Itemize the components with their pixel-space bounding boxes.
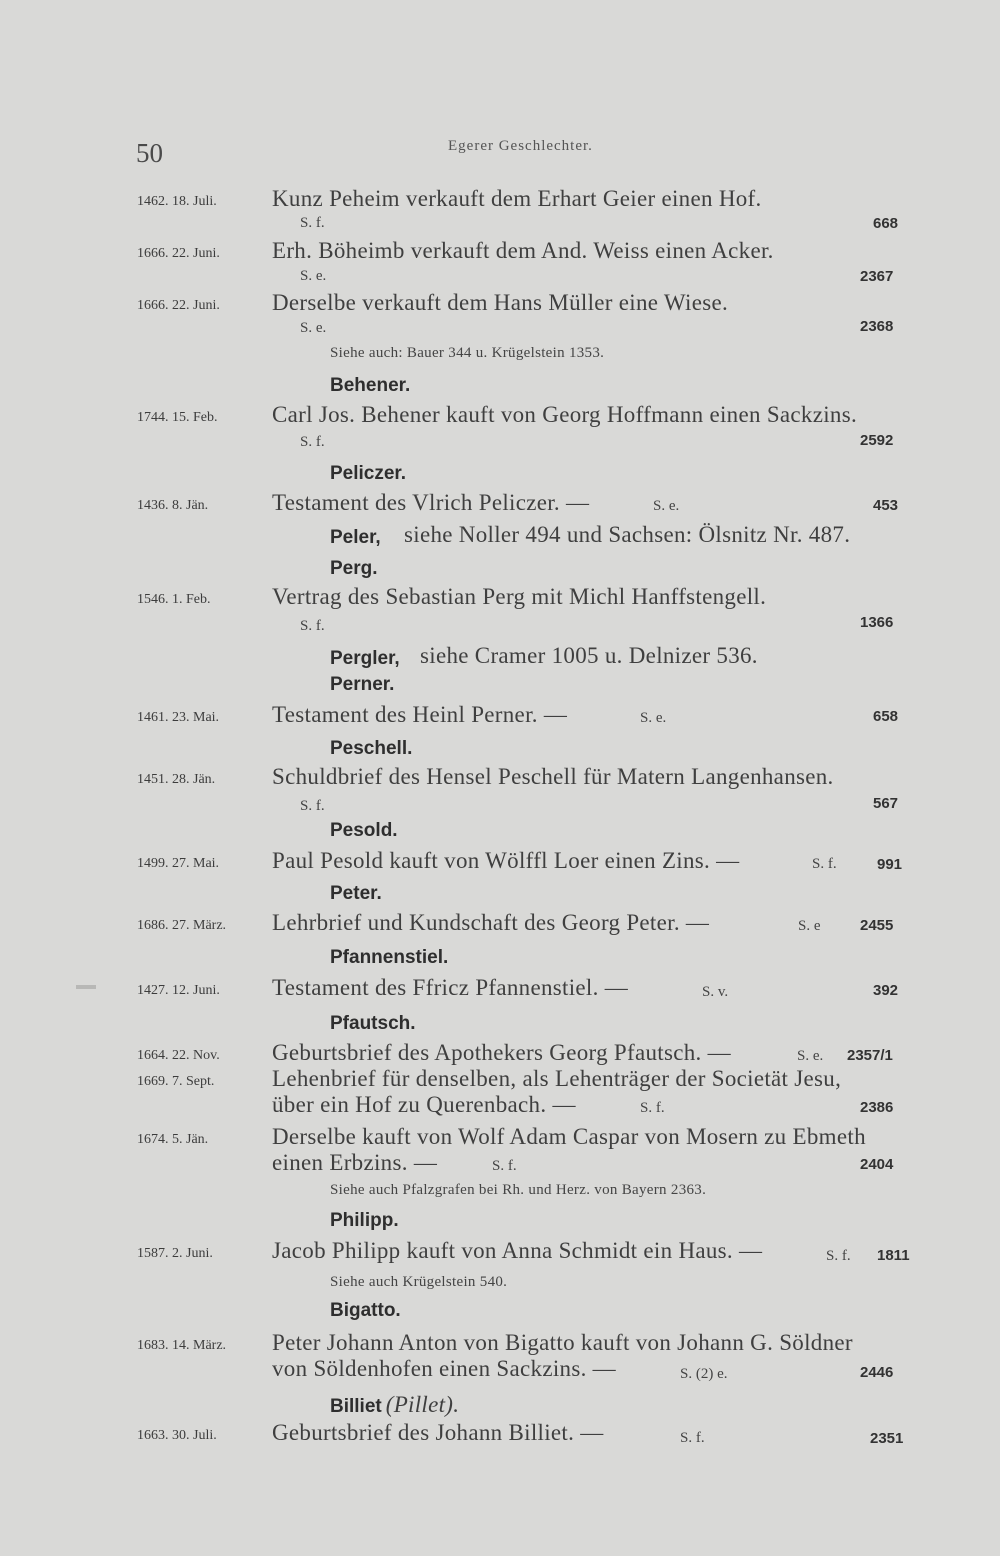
entry-date: 1462. 18. Juli. [137, 194, 217, 209]
entry-number: 2357/1 [847, 1047, 893, 1064]
entry-date: 1546. 1. Feb. [137, 592, 211, 607]
entry-date: 1436. 8. Jän. [137, 498, 209, 513]
entry-date: 1461. 23. Mai. [137, 710, 220, 725]
entry-number: 991 [877, 856, 903, 873]
section-heading: Behener. [330, 375, 411, 396]
entry-date: 1587. 2. Juni. [137, 1246, 213, 1261]
entry-date: 1664. 22. Nov. [137, 1048, 220, 1063]
entry-source: S. e. [653, 498, 680, 514]
entry-text: Lehrbrief und Kundschaft des Georg Peter. — [272, 910, 710, 935]
entry-number: 1366 [860, 614, 894, 631]
entry-source: S. f. [680, 1430, 705, 1446]
entry-text-continued: einen Erbzins. — [272, 1150, 438, 1175]
running-title: Egerer Geschlechter. [448, 138, 593, 154]
entry-number: 567 [873, 795, 899, 812]
cross-ref-text: siehe Cramer 1005 u. Delnizer 536. [420, 643, 758, 668]
cross-ref-name: Pergler, [330, 648, 400, 669]
entry-source: S. f. [300, 434, 325, 450]
section-heading [330, 1392, 459, 1418]
entry-source: S. e. [640, 710, 667, 726]
section-heading: Bigatto. [330, 1300, 401, 1321]
entry-date: 1744. 15. Feb. [137, 410, 218, 425]
entry-number: 2455 [860, 917, 894, 934]
entry-number: 2386 [860, 1099, 894, 1116]
entry-source: S. f. [300, 618, 325, 634]
entry-number: 2368 [860, 318, 894, 335]
entry-source: S. v. [702, 984, 729, 1000]
entry-text: Derselbe verkauft dem Hans Müller eine Wiese. [272, 290, 729, 315]
entry-text: Derselbe kauft von Wolf Adam Caspar von Mosern zu Ebmeth [272, 1124, 866, 1149]
entry-source: S. e. [300, 268, 327, 284]
entry-text: Schuldbrief des Hensel Peschell für Matern Langenhansen. [272, 764, 834, 789]
entry-date: 1499. 27. Mai. [137, 856, 220, 871]
section-heading: Perner. [330, 674, 395, 695]
entry-text-continued: von Söldenhofen einen Sackzins. — [272, 1356, 616, 1381]
entry-number: 668 [873, 215, 899, 232]
entry-text: Erh. Böheimb verkauft dem And. Weiss einen Acker. [272, 238, 774, 263]
entry-source: S. f. [812, 856, 837, 872]
entry-number: 2592 [860, 432, 894, 449]
see-also-note: Siehe auch Pfalzgrafen bei Rh. und Herz. von Bayern 2363. [330, 1182, 707, 1198]
entry-source: S. (2) e. [680, 1366, 728, 1382]
entry-text: Carl Jos. Behener kauft von Georg Hoffmann einen Sackzins. [272, 402, 858, 427]
section-heading: Pesold. [330, 820, 398, 841]
entry-text: Vertrag des Sebastian Perg mit Michl Hanffstengell. [272, 584, 767, 609]
entry-source: S. f. [826, 1248, 851, 1264]
entry-number: 453 [873, 497, 899, 514]
entry-number: 2351 [870, 1430, 904, 1447]
entry-text: Testament des Vlrich Peliczer. — [272, 490, 590, 515]
section-heading: Peschell. [330, 738, 413, 759]
entry-date: 1683. 14. März. [137, 1338, 227, 1353]
entry-text: Testament des Heinl Perner. — [272, 702, 568, 727]
entry-source: S. e. [797, 1048, 824, 1064]
heading-variant: (Pillet). [385, 1392, 460, 1417]
entry-source: S. f. [492, 1158, 517, 1174]
entry-number: 2404 [860, 1156, 894, 1173]
entry-date: 1674. 5. Jän. [137, 1132, 209, 1147]
see-also-note: Siehe auch: Bauer 344 u. Krügelstein 1353. [330, 345, 605, 361]
section-heading: Perg. [330, 558, 378, 579]
entry-date: 1666. 22. Juni. [137, 246, 220, 261]
cross-ref-name: Peler, [330, 527, 381, 548]
entry-date: 1686. 27. März. [137, 918, 227, 933]
see-also-note: Siehe auch Krügelstein 540. [330, 1274, 508, 1290]
entry-source: S. f. [300, 215, 325, 231]
entry-date: 1451. 28. Jän. [137, 772, 216, 787]
section-heading: Peliczer. [330, 463, 407, 484]
section-heading: Pfannenstiel. [330, 947, 449, 968]
entry-number: 1811 [877, 1247, 910, 1264]
entry-text: Kunz Peheim verkauft dem Erhart Geier einen Hof. [272, 186, 762, 211]
entry-text: Peter Johann Anton von Bigatto kauft von Johann G. Söldner [272, 1330, 853, 1355]
heading-name: Billiet [330, 1396, 382, 1417]
entry-text: Geburtsbrief des Johann Billiet. — [272, 1420, 604, 1445]
section-heading: Peter. [330, 883, 382, 904]
entry-source: S. e. [300, 320, 327, 336]
entry-text: Paul Pesold kauft von Wölffl Loer einen Zins. — [272, 848, 740, 873]
entry-number: 658 [873, 708, 899, 725]
entry-source: S. e [798, 918, 821, 934]
entry-text-continued: über ein Hof zu Querenbach. — [272, 1092, 576, 1117]
entry-date: 1666. 22. Juni. [137, 298, 220, 313]
entry-date: 1663. 30. Juli. [137, 1428, 217, 1443]
entry-text: Geburtsbrief des Apothekers Georg Pfautsch. — [272, 1040, 731, 1065]
entry-text: Testament des Ffricz Pfannenstiel. — [272, 975, 629, 1000]
entry-text: Jacob Philipp kauft von Anna Schmidt ein Haus. — [272, 1238, 763, 1263]
entry-text: Lehenbrief für denselben, als Lehenträger der Societät Jesu, [272, 1066, 842, 1091]
entry-source: S. f. [640, 1100, 665, 1116]
entry-source: S. f. [300, 798, 325, 814]
section-heading: Pfautsch. [330, 1013, 416, 1034]
scan-blemish [76, 985, 96, 989]
entry-number: 392 [873, 982, 899, 999]
section-heading: Philipp. [330, 1210, 399, 1231]
entry-date: 1427. 12. Juni. [137, 983, 220, 998]
page-number: 50 [136, 138, 163, 168]
cross-ref-text: siehe Noller 494 und Sachsen: Ölsnitz Nr. 487. [404, 522, 851, 547]
entry-number: 2446 [860, 1364, 894, 1381]
entry-number: 2367 [860, 268, 894, 285]
entry-date: 1669. 7. Sept. [137, 1074, 215, 1089]
